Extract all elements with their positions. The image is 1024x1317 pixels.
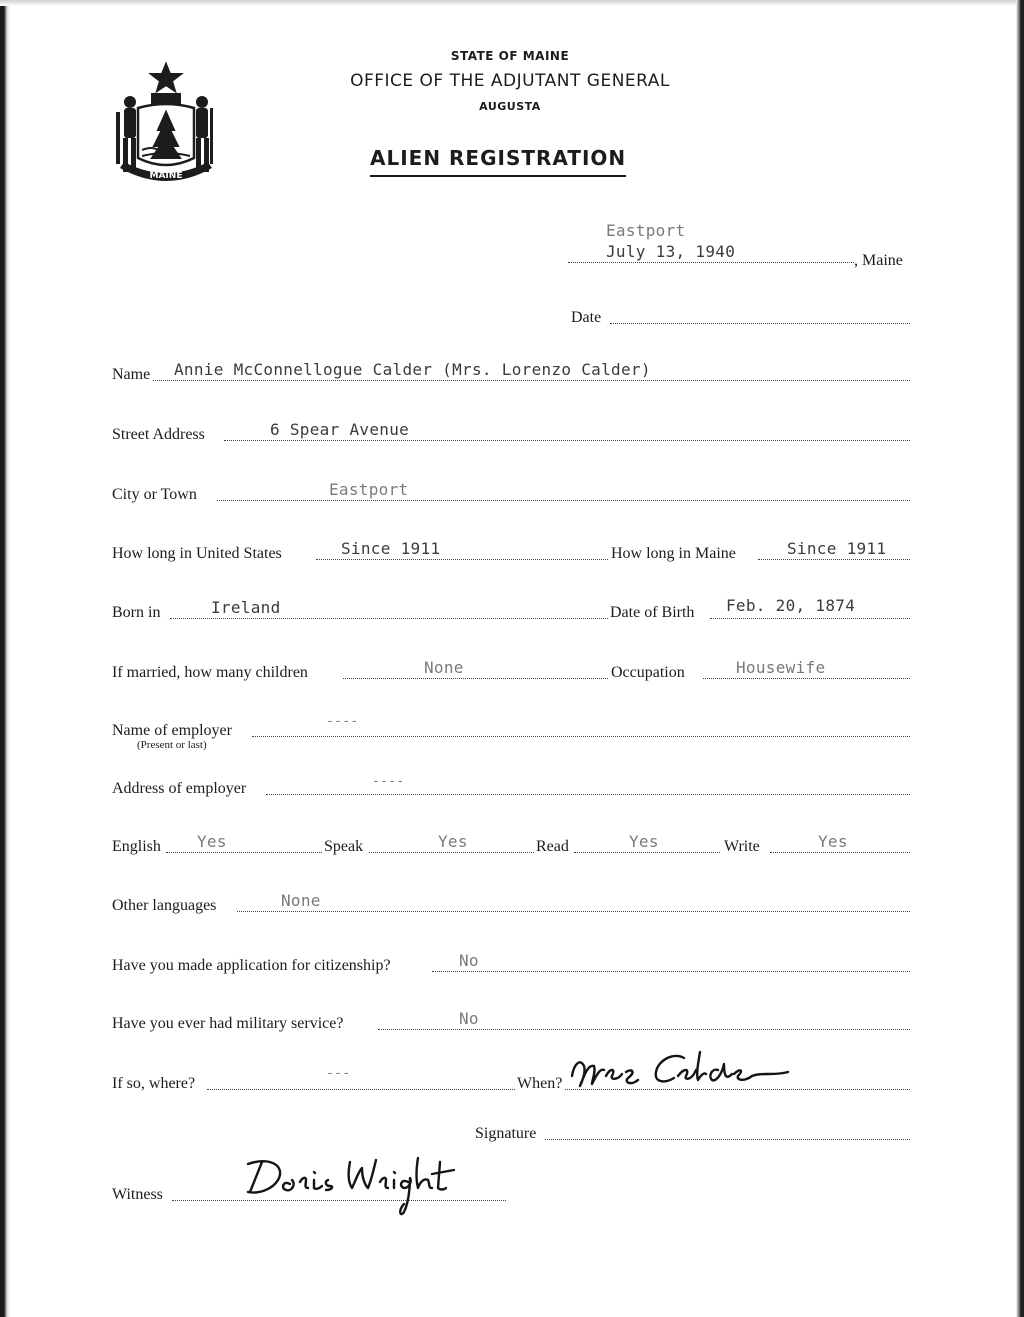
dob-line [710,618,910,619]
occupation-label: Occupation [611,664,685,681]
dob-label: Date of Birth [610,604,695,621]
citizenship-line [432,971,910,972]
witness-signature [240,1148,470,1224]
where-label: If so, where? [112,1075,196,1092]
children-label: If married, how many children [112,664,308,681]
speak-line [369,852,534,853]
speak-label: Speak [324,838,364,855]
employer-address-value: ---- [372,774,405,789]
street-line [224,440,910,441]
us-line [316,559,608,560]
write-line [770,852,910,853]
other-languages-value: None [281,891,321,910]
name-line [153,380,910,381]
read-label: Read [536,838,569,855]
employer-sub-label: (Present or last) [137,739,207,751]
city-label: City or Town [112,486,197,503]
born-value: Ireland [211,598,281,617]
employer-value: ---- [326,714,359,729]
occupation-value: Housewife [736,658,826,677]
english-line [166,852,322,853]
children-value: None [424,658,464,677]
english-value: Yes [197,832,227,851]
military-line [378,1029,910,1030]
dob-value: Feb. 20, 1874 [726,596,856,615]
witness-label: Witness [112,1186,163,1203]
street-label: Street Address [112,426,205,443]
us-value: Since 1911 [341,539,441,558]
city-value: Eastport [329,480,409,499]
citizenship-label: Have you made application for citizenship? [112,957,391,974]
city-heading: AUGUSTA [479,100,541,113]
english-label: English [112,838,161,855]
date-label: Date [571,309,602,326]
place-date-value: July 13, 1940 [606,242,736,261]
svg-text:MAINE: MAINE [149,171,183,181]
signature-label: Signature [475,1125,537,1142]
where-value: --- [326,1066,351,1081]
military-label: Have you ever had military service? [112,1015,344,1032]
military-value: No [459,1009,479,1028]
town-value: Eastport [606,221,686,240]
street-value: 6 Spear Avenue [270,420,410,439]
employer-address-line [266,794,910,795]
where-line [207,1089,515,1090]
maine-suffix: , Maine [854,252,903,269]
born-line [170,618,608,619]
city-line [217,500,910,501]
applicant-signature [566,1046,796,1096]
read-line [574,852,720,853]
maine-line [758,559,910,560]
scan-edge [0,0,1024,6]
form-title: ALIEN REGISTRATION [370,146,626,177]
children-line [343,678,608,679]
employer-line [252,736,910,737]
us-label: How long in United States [112,545,282,562]
occupation-line [703,678,910,679]
other-languages-label: Other languages [112,897,217,914]
office-heading: OFFICE OF THE ADJUTANT GENERAL [350,71,670,91]
write-value: Yes [818,832,848,851]
employer-label: Name of employer [112,722,232,739]
write-label: Write [724,838,760,855]
maine-label: How long in Maine [611,545,736,562]
employer-address-label: Address of employer [112,780,247,797]
maine-value: Since 1911 [787,539,887,558]
name-value: Annie McConnellogue Calder (Mrs. Lorenzo Calder) [174,360,651,379]
citizenship-value: No [459,951,479,970]
place-line [568,262,854,263]
other-languages-line [237,911,910,912]
maine-state-seal-icon [108,60,224,190]
state-heading: STATE OF MAINE [450,49,570,63]
born-label: Born in [112,604,161,621]
date-line [610,323,910,324]
read-value: Yes [629,832,659,851]
when-label: When? [517,1075,563,1092]
signature-line [545,1139,910,1140]
speak-value: Yes [438,832,468,851]
name-label: Name [112,366,151,383]
